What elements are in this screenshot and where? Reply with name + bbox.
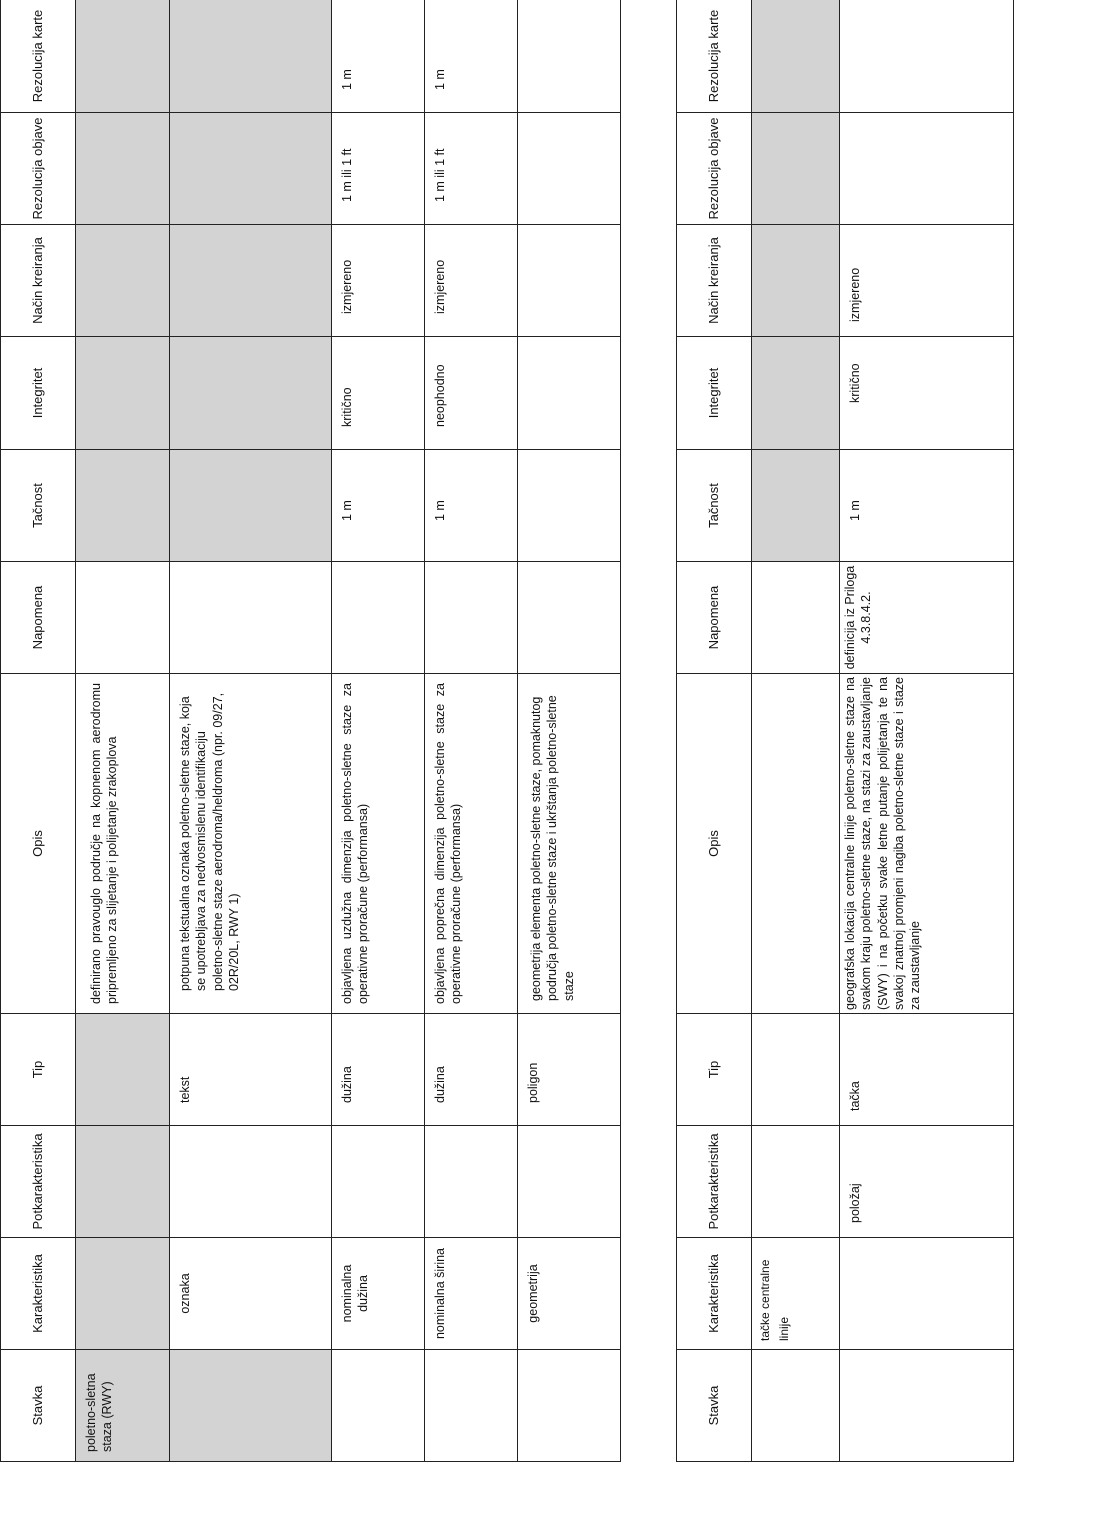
cell-tip	[752, 1014, 840, 1126]
cell-nacin-kreiranja: izmjereno	[425, 225, 518, 337]
cell-napomena	[752, 562, 840, 674]
cell-integritet	[76, 337, 170, 450]
cell-tacnost	[752, 450, 840, 562]
cell-nacin-kreiranja	[752, 225, 840, 337]
header-tip: Tip	[1, 1014, 76, 1126]
cell-rezolucija-karte	[752, 0, 840, 113]
cell-opis: objavljena uzdužna dimenzija poletno-sletne staze za operativne proračune (performansa)	[332, 674, 425, 1014]
header-napomena: Napomena	[1, 562, 76, 674]
cell-napomena	[425, 562, 518, 674]
cell-rezolucija-objave: 1 m ili 1 ft	[332, 113, 425, 225]
header-nacin-kreiranja: Način kreiranja	[1, 225, 76, 337]
header-rezolucija-karte: Rezolucija karte	[1, 0, 76, 113]
cell-stavka: poletno-sletna staza (RWY)	[76, 1350, 170, 1462]
cell-rezolucija-objave	[170, 113, 332, 225]
cell-opis: geografska lokacija centralne linije poletno-sletne staze na svakom kraju poletno-sletne staze, na stazi za zaustavljanje (SWY) i na početku svake letne putanje polijetanja te na svakoj znatnoj promjeni nagiba poletno-sletne staze i staze za zaustavljanje	[840, 674, 1014, 1014]
cell-potkarakteristika	[425, 1126, 518, 1238]
cell-rezolucija-karte	[170, 0, 332, 113]
cell-karakteristika: nominalna dužina	[332, 1238, 425, 1350]
cell-tacnost	[518, 450, 621, 562]
header-tip: Tip	[677, 1014, 752, 1126]
table-row	[332, 0, 425, 1462]
cell-integritet	[518, 337, 621, 450]
header-potkarakteristika: Potkarakteristika	[1, 1126, 76, 1238]
cell-rezolucija-karte: 1 m	[425, 0, 518, 113]
table-row	[170, 0, 332, 1462]
cell-karakteristika: tačke centralne linije	[752, 1238, 840, 1350]
cell-opis: objavljena poprečna dimenzija poletno-sletne staze za operativne proračune (performansa)	[425, 674, 518, 1014]
cell-potkarakteristika	[752, 1126, 840, 1238]
cell-tacnost	[76, 450, 170, 562]
cell-tip: tačka	[840, 1014, 1014, 1126]
cell-tacnost: 1 m	[332, 450, 425, 562]
cell-rezolucija-karte	[76, 0, 170, 113]
cell-stavka	[332, 1350, 425, 1462]
table-2-header-row	[677, 0, 752, 1462]
cell-potkarakteristika	[518, 1126, 621, 1238]
cell-opis	[752, 674, 840, 1014]
table-row	[425, 0, 518, 1462]
header-opis: Opis	[677, 674, 752, 1014]
cell-rezolucija-objave	[76, 113, 170, 225]
cell-tip: tekst	[170, 1014, 332, 1126]
cell-rezolucija-objave	[752, 113, 840, 225]
cell-opis: potpuna tekstualna oznaka poletno-sletne staze, koja se upotrebljava za nedvosmislenu identifikaciju poletno-sletne staze aerodroma/heldroma (npr. 09/27, 02R/20L, RWY 1)	[170, 674, 332, 1014]
cell-nacin-kreiranja	[76, 225, 170, 337]
header-opis: Opis	[1, 674, 76, 1014]
cell-integritet: kritično	[332, 337, 425, 450]
cell-nacin-kreiranja: izmjereno	[332, 225, 425, 337]
cell-rezolucija-objave: 1 m ili 1 ft	[425, 113, 518, 225]
cell-tip: dužina	[425, 1014, 518, 1126]
table-row	[76, 0, 170, 1462]
cell-nacin-kreiranja	[170, 225, 332, 337]
header-tacnost: Tačnost	[1, 450, 76, 562]
header-stavka: Stavka	[677, 1350, 752, 1462]
table-2	[676, 0, 1014, 1462]
cell-rezolucija-karte: 1 m	[332, 0, 425, 113]
header-stavka: Stavka	[1, 1350, 76, 1462]
cell-stavka	[170, 1350, 332, 1462]
table-row	[752, 0, 840, 1462]
cell-napomena	[332, 562, 425, 674]
cell-stavka	[425, 1350, 518, 1462]
cell-stavka	[518, 1350, 621, 1462]
cell-karakteristika	[76, 1238, 170, 1350]
cell-tip: dužina	[332, 1014, 425, 1126]
cell-tacnost	[170, 450, 332, 562]
header-rezolucija-objave: Rezolucija objave	[1, 113, 76, 225]
header-karakteristika: Karakteristika	[677, 1238, 752, 1350]
cell-rezolucija-objave	[840, 113, 1014, 225]
cell-stavka	[840, 1350, 1014, 1462]
cell-karakteristika: oznaka	[170, 1238, 332, 1350]
cell-integritet: kritično	[840, 337, 1014, 450]
cell-karakteristika: geometrija	[518, 1238, 621, 1350]
cell-opis: geometrija elementa poletno-sletne staze, pomaknutog područja poletno-sletne staze i ukrštanja poletno-sletne staze	[518, 674, 621, 1014]
cell-nacin-kreiranja: izmjereno	[840, 225, 1014, 337]
header-rezolucija-karte: Rezolucija karte	[677, 0, 752, 113]
table-1-header-row	[1, 0, 76, 1462]
cell-integritet: neophodno	[425, 337, 518, 450]
cell-stavka	[752, 1350, 840, 1462]
cell-karakteristika: nominalna širina	[425, 1238, 518, 1350]
cell-rezolucija-objave	[518, 113, 621, 225]
cell-rezolucija-karte	[518, 0, 621, 113]
cell-potkarakteristika: položaj	[840, 1126, 1014, 1238]
cell-potkarakteristika	[76, 1126, 170, 1238]
cell-napomena	[518, 562, 621, 674]
cell-napomena: definicija iz Priloga 4.3.8.4.2.	[840, 562, 1014, 674]
header-nacin-kreiranja: Način kreiranja	[677, 225, 752, 337]
header-integritet: Integritet	[677, 337, 752, 450]
cell-integritet	[170, 337, 332, 450]
cell-potkarakteristika	[332, 1126, 425, 1238]
cell-nacin-kreiranja	[518, 225, 621, 337]
cell-rezolucija-karte	[840, 0, 1014, 113]
table-row	[518, 0, 621, 1462]
cell-opis: definirano pravouglo područje na kopnenom aerodromu pripremljeno za slijetanje i polijetanje zrakoplova	[76, 674, 170, 1014]
cell-tacnost: 1 m	[425, 450, 518, 562]
cell-tip	[76, 1014, 170, 1126]
cell-integritet	[752, 337, 840, 450]
cell-tip: poligon	[518, 1014, 621, 1126]
cell-tacnost: 1 m	[840, 450, 1014, 562]
header-integritet: Integritet	[1, 337, 76, 450]
table-row	[840, 0, 1014, 1462]
cell-karakteristika	[840, 1238, 1014, 1350]
header-potkarakteristika: Potkarakteristika	[677, 1126, 752, 1238]
header-karakteristika: Karakteristika	[1, 1238, 76, 1350]
cell-napomena	[76, 562, 170, 674]
cell-napomena	[170, 562, 332, 674]
header-napomena: Napomena	[677, 562, 752, 674]
header-tacnost: Tačnost	[677, 450, 752, 562]
cell-potkarakteristika	[170, 1126, 332, 1238]
header-rezolucija-objave: Rezolucija objave	[677, 113, 752, 225]
